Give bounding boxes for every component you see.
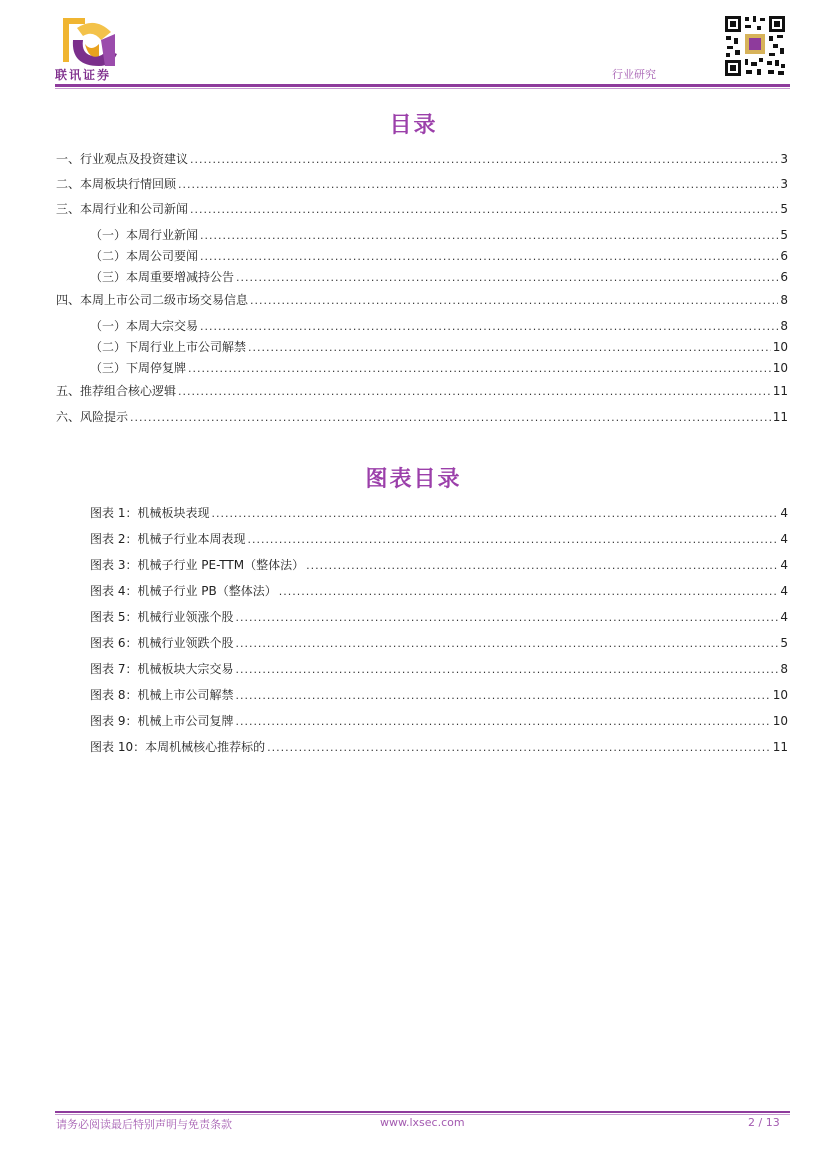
- figure-entry[interactable]: 图表 7：机械板块大宗交易 ..... 8: [90, 660, 788, 678]
- qr-code-icon: [723, 14, 787, 78]
- figure-entry[interactable]: 图表 4：机械子行业 PB（整体法） ..... 4: [90, 582, 788, 600]
- figure-entry[interactable]: 图表 1：机械板块表现 ..... 4: [90, 504, 788, 522]
- figure-entry[interactable]: 图表 9：机械上市公司复牌 ..... 10: [90, 712, 788, 730]
- toc-subitem[interactable]: （一）本周大宗交易 ..... 8: [90, 317, 788, 335]
- figures-title: 图表目录: [365, 467, 462, 492]
- footer-disclaimer: 请务必阅读最后特别声明与免责条款: [56, 1118, 232, 1131]
- page-header: [0, 0, 827, 92]
- page-number: 2 / 13: [748, 1116, 780, 1129]
- figure-entry[interactable]: 图表 5：机械行业领涨个股 ..... 4: [90, 608, 788, 626]
- toc-subitem[interactable]: （一）本周行业新闻 ..... 5: [90, 226, 788, 244]
- figure-entry[interactable]: 图表 8：机械上市公司解禁 ..... 10: [90, 686, 788, 704]
- toc-item[interactable]: 六、风险提示 ..... 11: [56, 408, 788, 426]
- report-type-label: 行业研究: [612, 68, 656, 81]
- toc-item[interactable]: 三、本周行业和公司新闻 ..... 5: [56, 200, 788, 218]
- toc-subitem[interactable]: （二）下周行业上市公司解禁 ..... 10: [90, 338, 788, 356]
- toc-title: 目录: [389, 113, 438, 138]
- footer-rule-thin: [55, 1114, 790, 1115]
- toc-item[interactable]: 一、行业观点及投资建议 ..... 3: [56, 150, 788, 168]
- figure-entry[interactable]: 图表 2：机械子行业本周表现 ..... 4: [90, 530, 788, 548]
- header-rule-thin: [55, 88, 790, 89]
- header-rule: [55, 84, 790, 87]
- toc-item[interactable]: 五、推荐组合核心逻辑 ..... 11: [56, 382, 788, 400]
- toc-subitem[interactable]: （二）本周公司要闻 ..... 6: [90, 247, 788, 265]
- toc-subitem[interactable]: （三）下周停复牌 ..... 10: [90, 359, 788, 377]
- figure-entry[interactable]: 图表 3：机械子行业 PE-TTM（整体法） ..... 4: [90, 556, 788, 574]
- footer-rule: [55, 1111, 790, 1113]
- toc-subitem[interactable]: （三）本周重要增减持公告 ..... 6: [90, 268, 788, 286]
- toc-item[interactable]: 二、本周板块行情回顾 ..... 3: [56, 175, 788, 193]
- footer-website-link[interactable]: www.lxsec.com: [380, 1116, 465, 1129]
- toc-item[interactable]: 四、本周上市公司二级市场交易信息 ..... 8: [56, 291, 788, 309]
- company-logo-text: 联讯证券: [55, 68, 112, 82]
- figure-entry[interactable]: 图表 10：本周机械核心推荐标的 ..... 11: [90, 738, 788, 756]
- figure-entry[interactable]: 图表 6：机械行业领跌个股 ..... 5: [90, 634, 788, 652]
